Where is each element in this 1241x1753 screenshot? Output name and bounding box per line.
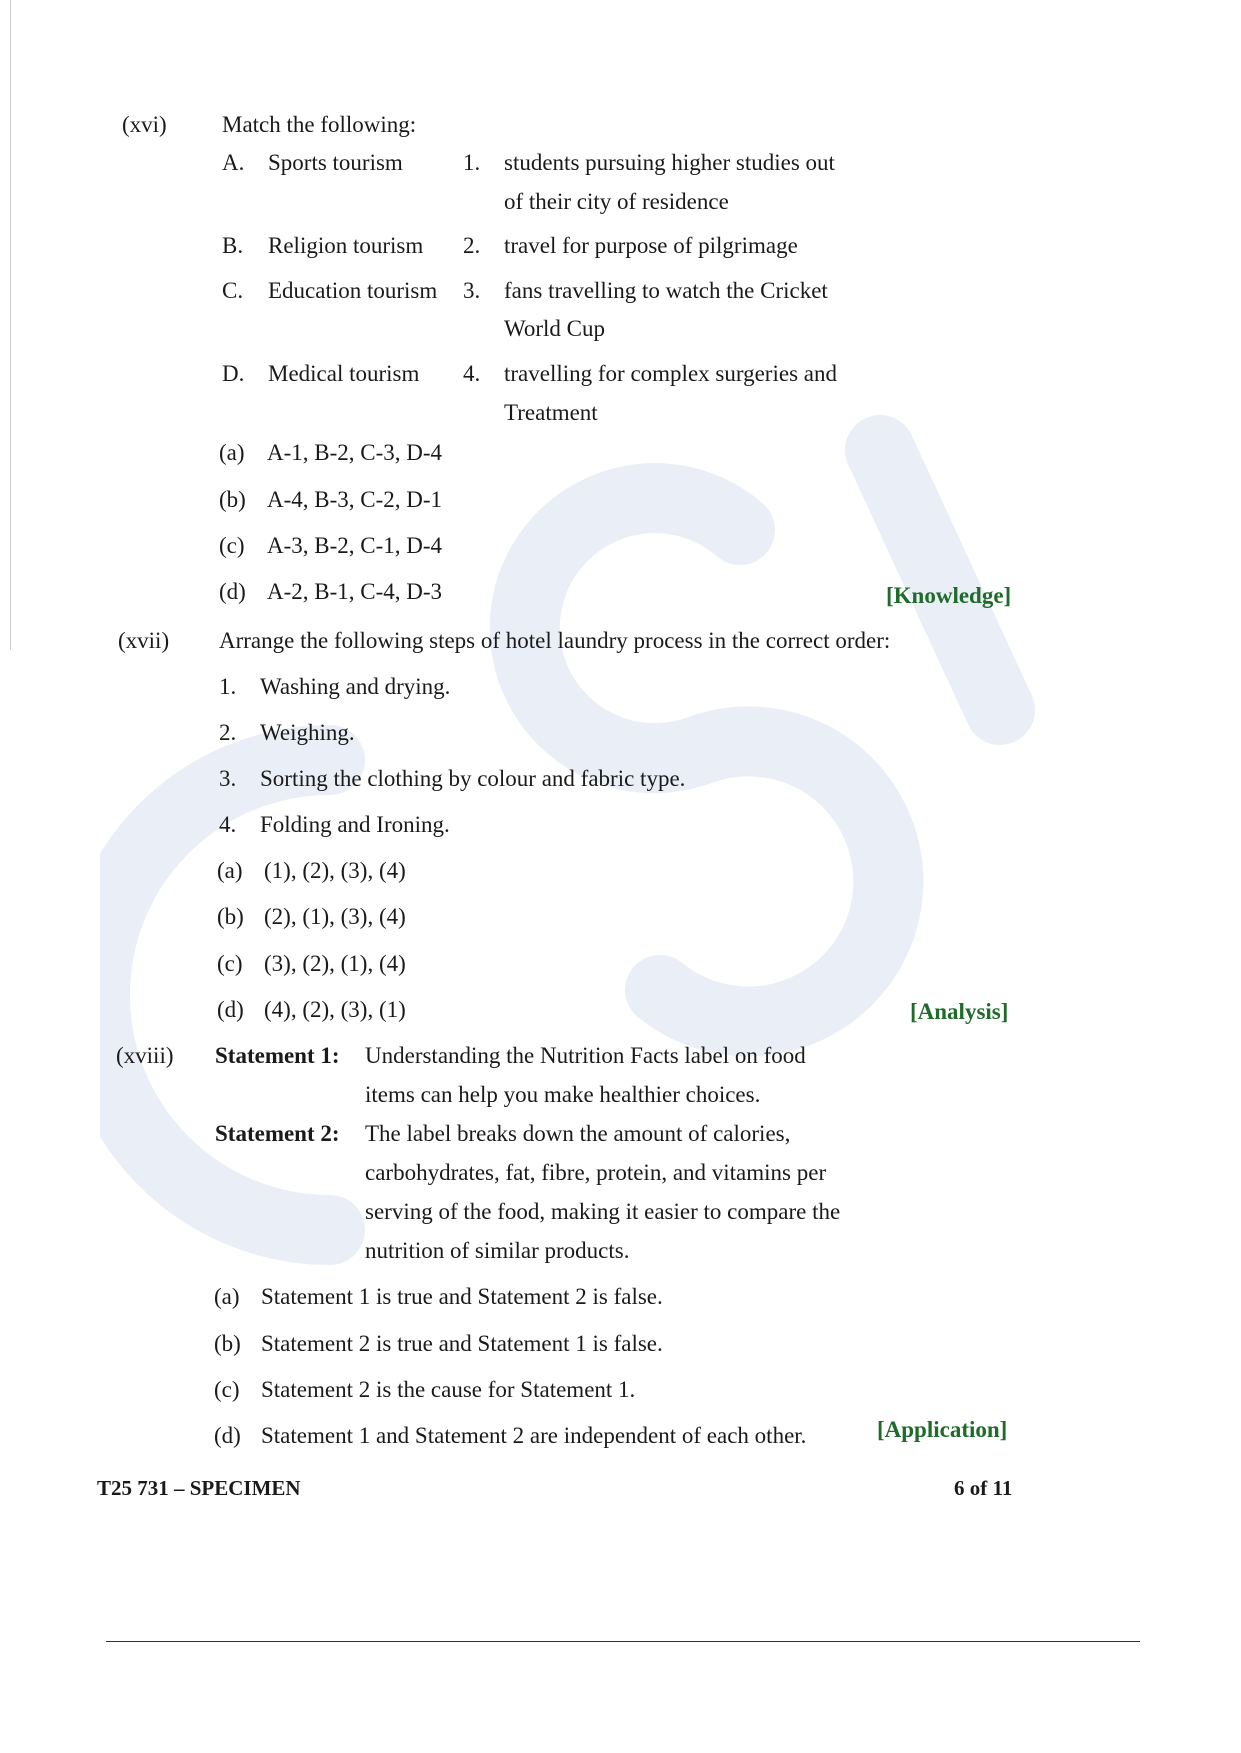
- q16-number: (xvi): [122, 112, 167, 137]
- q17-option-label: (d): [217, 997, 244, 1022]
- q16-option-text: A-1, B-2, C-3, D-4: [267, 440, 443, 465]
- q16-left-key: A.: [222, 150, 245, 175]
- watermark-letter-s: [525, 498, 889, 1021]
- q17-step-text: Washing and drying.: [260, 674, 451, 699]
- q16-category-tag: [Knowledge]: [886, 583, 1012, 608]
- q18-number: (xviii): [116, 1043, 174, 1068]
- scan-edge-line: [10, 0, 11, 650]
- q18-statement1-line: items can help you make healthier choices.: [365, 1082, 761, 1107]
- q16-left-text: Medical tourism: [268, 361, 420, 386]
- q16-right-line: travelling for complex surgeries and: [504, 361, 837, 386]
- q16-right-key: 3.: [463, 278, 481, 303]
- q18-statement2-line: serving of the food, making it easier to compare the: [365, 1199, 841, 1224]
- q17-option-label: (a): [217, 858, 243, 883]
- q16-option-text: A-4, B-3, C-2, D-1: [267, 487, 443, 512]
- q17-step-text: Sorting the clothing by colour and fabric type.: [260, 766, 686, 791]
- q16-option-label: (b): [219, 487, 246, 512]
- q18-category-tag: [Application]: [877, 1417, 1008, 1442]
- q16-right-key: 1.: [463, 150, 481, 175]
- q18-option-label: (c): [214, 1377, 240, 1402]
- q18-statement2-label: Statement 2:: [215, 1121, 340, 1146]
- q16-right-line: students pursuing higher studies out: [504, 150, 835, 175]
- q17-step-num: 3.: [219, 766, 237, 791]
- watermark-letter-e: [880, 450, 1000, 710]
- q16-left-key: C.: [222, 278, 244, 303]
- q16-left-text: Religion tourism: [268, 233, 424, 258]
- q16-right-line: Treatment: [504, 400, 598, 425]
- q16-option-label: (c): [219, 533, 245, 558]
- q18-statement2-line: The label breaks down the amount of calories,: [365, 1121, 791, 1146]
- q16-right-line: fans travelling to watch the Cricket: [504, 278, 828, 303]
- q18-statement2-line: nutrition of similar products.: [365, 1238, 630, 1263]
- q16-left-text: Sports tourism: [268, 150, 403, 175]
- q16-left-key: B.: [222, 233, 244, 258]
- q17-option-text: (3), (2), (1), (4): [264, 951, 406, 976]
- q18-option-text: Statement 1 and Statement 2 are independent of each other.: [261, 1423, 807, 1448]
- q17-step-num: 4.: [219, 812, 237, 837]
- q17-option-label: (c): [217, 951, 243, 976]
- q18-option-label: (a): [214, 1284, 240, 1309]
- footer-paper-code: T25 731 – SPECIMEN: [97, 1476, 301, 1500]
- q18-option-text: Statement 1 is true and Statement 2 is false.: [261, 1284, 663, 1309]
- q18-statement1-label: Statement 1:: [215, 1043, 340, 1068]
- q16-prompt: Match the following:: [222, 112, 417, 137]
- q17-option-text: (2), (1), (3), (4): [264, 904, 406, 929]
- footer-page-number: 6 of 11: [954, 1476, 1013, 1500]
- q16-right-key: 2.: [463, 233, 481, 258]
- q18-option-text: Statement 2 is the cause for Statement 1.: [261, 1377, 636, 1402]
- q17-option-text: (4), (2), (3), (1): [264, 997, 406, 1022]
- q18-statement2-line: carbohydrates, fat, fibre, protein, and vitamins per: [365, 1160, 827, 1185]
- q17-step-text: Folding and Ironing.: [260, 812, 450, 837]
- q17-category-tag: [Analysis]: [910, 999, 1009, 1024]
- q16-option-text: A-3, B-2, C-1, D-4: [267, 533, 443, 558]
- q17-number: (xvii): [118, 628, 170, 653]
- q18-option-label: (b): [214, 1331, 241, 1356]
- q16-option-label: (a): [219, 440, 245, 465]
- q16-right-line: travel for purpose of pilgrimage: [504, 233, 798, 258]
- q16-right-line: World Cup: [504, 316, 606, 341]
- q16-right-line: of their city of residence: [504, 189, 729, 214]
- q17-step-num: 2.: [219, 720, 237, 745]
- q17-option-label: (b): [217, 904, 244, 929]
- q16-option-label: (d): [219, 579, 246, 604]
- q18-statement1-line: Understanding the Nutrition Facts label on food: [365, 1043, 806, 1068]
- q17-step-text: Weighing.: [260, 720, 355, 745]
- q17-option-text: (1), (2), (3), (4): [264, 858, 406, 883]
- q16-left-text: Education tourism: [268, 278, 438, 303]
- q18-option-text: Statement 2 is true and Statement 1 is false.: [261, 1331, 663, 1356]
- q16-right-key: 4.: [463, 361, 481, 386]
- footer-divider: [106, 1641, 1140, 1642]
- q17-step-num: 1.: [219, 674, 237, 699]
- q18-option-label: (d): [214, 1423, 241, 1448]
- q16-option-text: A-2, B-1, C-4, D-3: [267, 579, 443, 604]
- q17-prompt: Arrange the following steps of hotel laundry process in the correct order:: [219, 628, 891, 653]
- q16-left-key: D.: [222, 361, 245, 386]
